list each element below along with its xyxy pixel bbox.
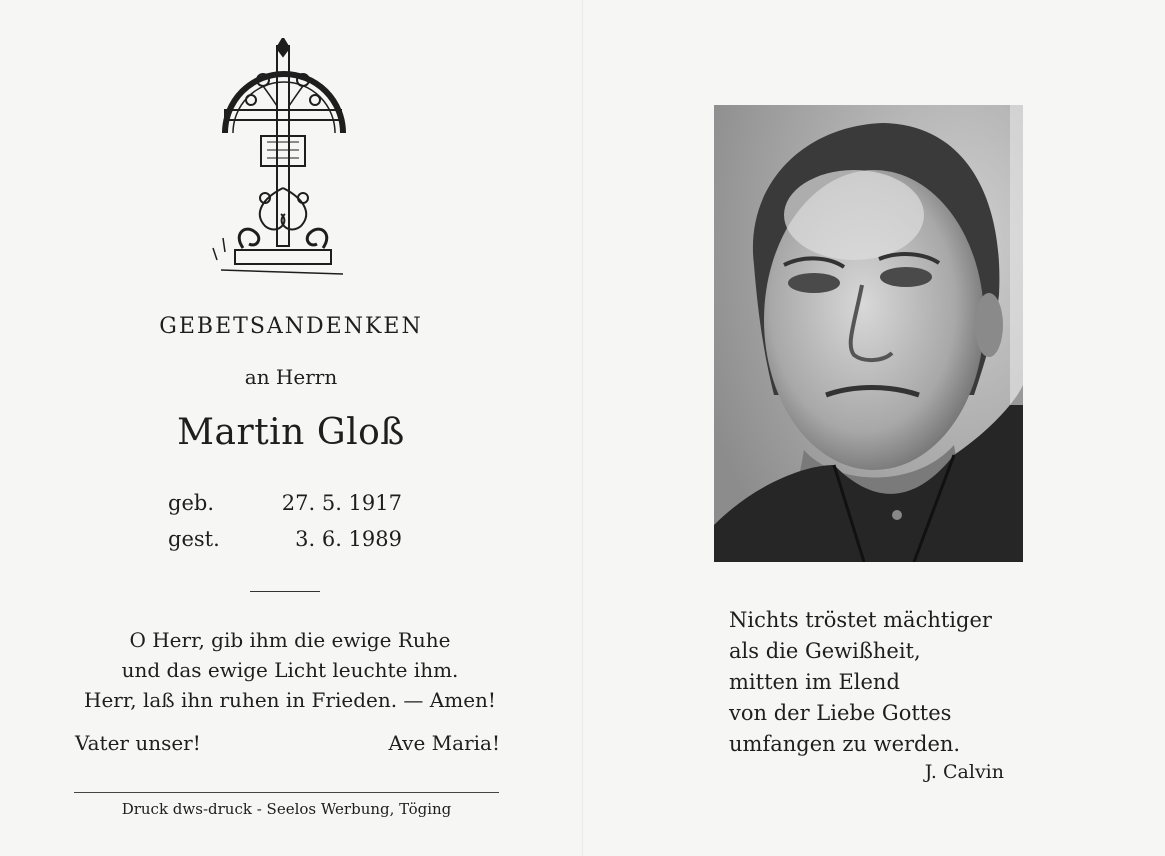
divider	[250, 591, 320, 592]
quote-line: umfangen zu werden.	[729, 732, 961, 756]
quote-line: mitten im Elend	[729, 670, 900, 694]
quote-author: J. Calvin	[924, 761, 1004, 783]
closing-hail-mary: Ave Maria!	[388, 731, 500, 755]
portrait-photo-icon	[714, 105, 1023, 562]
right-panel	[584, 0, 1165, 856]
printer-credit: Druck dws-druck - Seelos Werbung, Töging	[121, 800, 452, 818]
death-label: gest.	[168, 527, 220, 551]
birth-label: geb.	[168, 491, 214, 515]
prayer-line: und das ewige Licht leuchte ihm.	[121, 658, 459, 682]
prayer-line: Herr, laß ihn ruhen in Frieden. — Amen!	[84, 688, 496, 712]
wrought-iron-cross-icon	[203, 38, 363, 283]
prayer-line: O Herr, gib ihm die ewige Ruhe	[129, 628, 451, 652]
quote-line: als die Gewißheit,	[729, 639, 921, 663]
page-title: GEBETSANDENKEN	[159, 314, 423, 339]
quote-line: von der Liebe Gottes	[729, 701, 952, 725]
left-panel	[0, 0, 582, 856]
quote-line: Nichts tröstet mächtiger	[729, 608, 992, 632]
birth-date: 27. 5. 1917	[281, 491, 402, 515]
deceased-name: Martin Gloß	[177, 412, 405, 453]
printer-divider	[74, 792, 499, 793]
death-date: 3. 6. 1989	[295, 527, 402, 551]
closing-our-father: Vater unser!	[75, 731, 201, 755]
salutation: an Herrn	[244, 365, 338, 389]
